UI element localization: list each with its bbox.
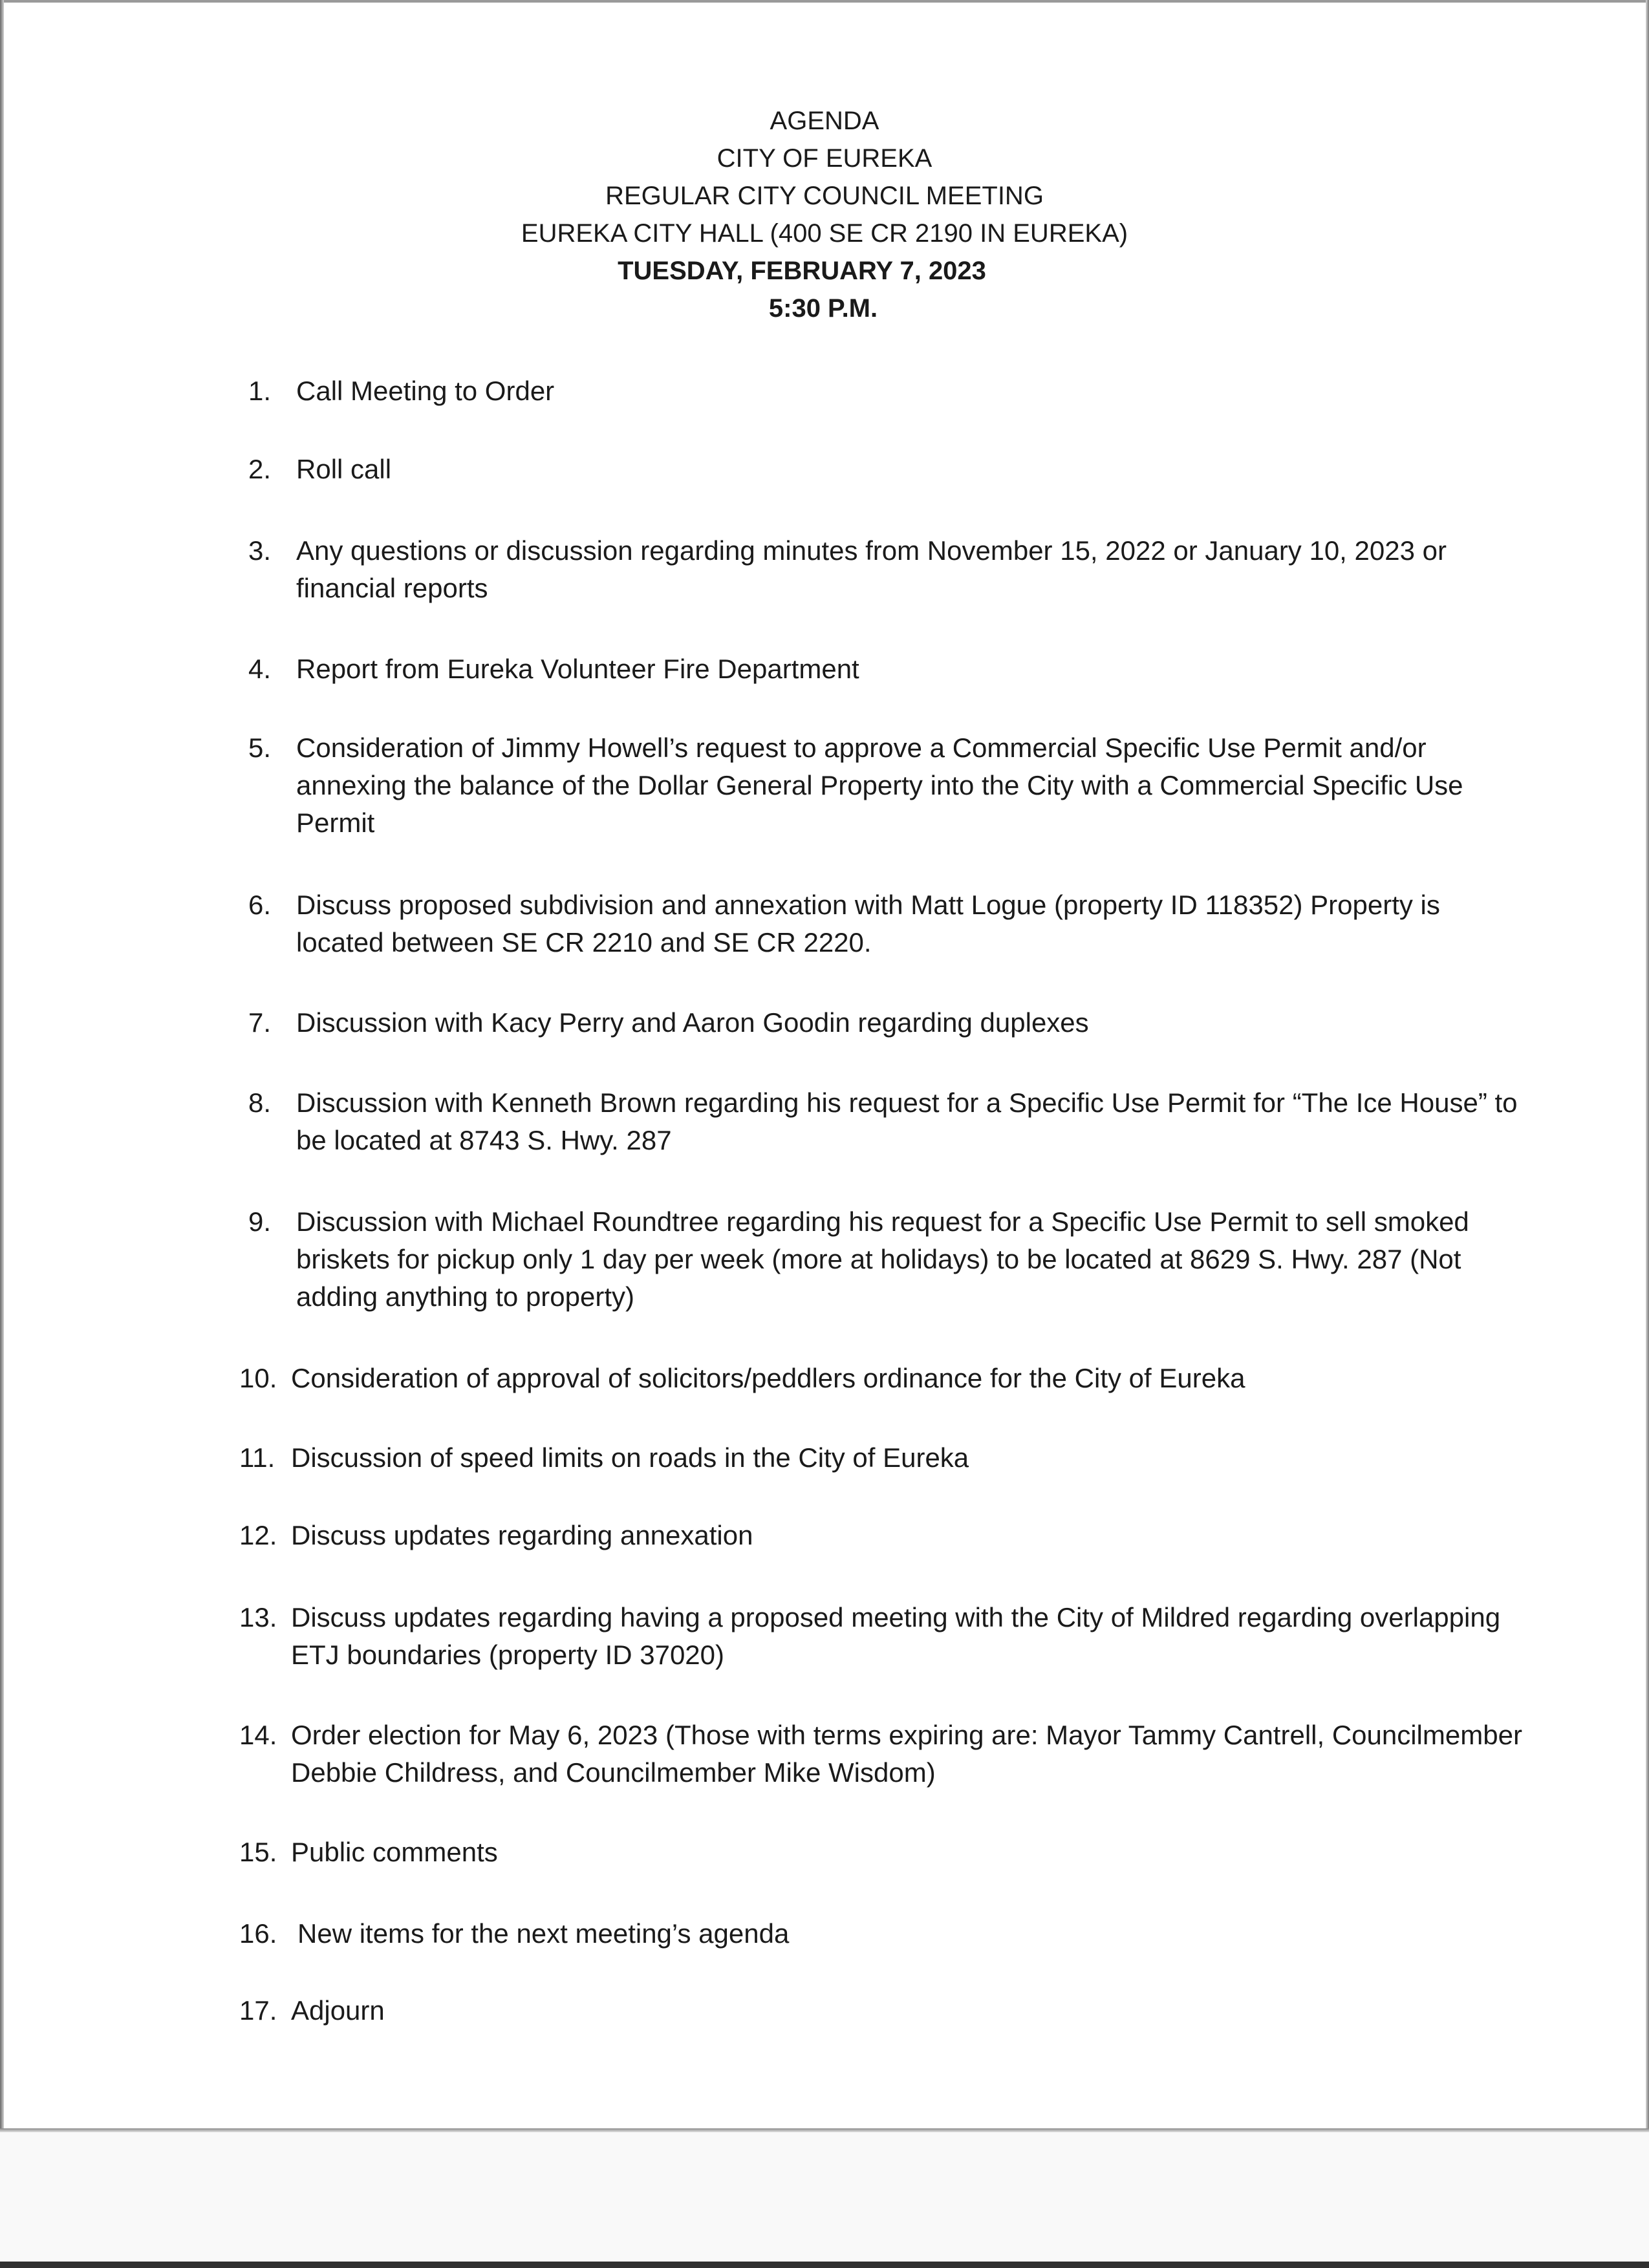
agenda-item xyxy=(239,1517,1526,1554)
agenda-item-number: 7. xyxy=(248,1007,272,1038)
agenda-item-number: 15. xyxy=(239,1837,277,1867)
agenda-item-number: 5. xyxy=(248,733,272,763)
agenda-item-number: 6. xyxy=(248,890,272,920)
agenda-item xyxy=(239,886,1526,961)
agenda-item-number: 9. xyxy=(248,1206,272,1237)
agenda-item-number: 14. xyxy=(239,1720,277,1750)
agenda-item xyxy=(239,1834,1526,1871)
agenda-item-text: Discussion with Kenneth Brown regarding his request for a Specific Use Permit for “The Ice House” to be located at 8743 S. Hwy. 287 xyxy=(296,1087,1518,1155)
agenda-item-text: Consideration of approval of solicitors/peddlers ordinance for the City of Eureka xyxy=(291,1363,1245,1393)
agenda-item-text: Report from Eureka Volunteer Fire Department xyxy=(296,654,859,684)
agenda-item-text: Discussion with Michael Roundtree regarding his request for a Specific Use Permit to sell smoked briskets for pickup only 1 day per week (more at holidays) to be located at 8629 S. Hwy. 287 (Not adding anything to property) xyxy=(296,1206,1469,1312)
agenda-item-number: 2. xyxy=(248,454,272,484)
agenda-item-number: 13. xyxy=(239,1602,277,1632)
agenda-item xyxy=(239,1439,1526,1477)
header-date: TUESDAY, FEBRUARY 7, 2023 xyxy=(618,257,986,285)
agenda-item-number: 3. xyxy=(248,535,272,566)
agenda-item-number: 4. xyxy=(248,654,272,684)
header-location: EUREKA CITY HALL (400 SE CR 2190 IN EUREKA) xyxy=(521,219,1128,248)
agenda-item-number: 8. xyxy=(248,1087,272,1118)
agenda-item xyxy=(239,1203,1526,1316)
agenda-item xyxy=(239,532,1526,607)
agenda-item xyxy=(239,1360,1526,1397)
agenda-item xyxy=(239,1915,1526,1952)
agenda-item-number: 16. xyxy=(239,1918,277,1949)
agenda-item-text: Discuss updates regarding having a proposed meeting with the City of Mildred regarding overlapping ETJ boundaries (property ID 37020) xyxy=(291,1602,1501,1670)
header-city: CITY OF EUREKA xyxy=(717,144,932,173)
agenda-item-number: 12. xyxy=(239,1520,277,1550)
agenda-item xyxy=(239,1599,1526,1674)
header-meeting-type: REGULAR CITY COUNCIL MEETING xyxy=(605,182,1044,210)
agenda-item-text: Order election for May 6, 2023 (Those with terms expiring are: Mayor Tammy Cantrell, Councilmember Debbie Childress, and Councilmember Mike Wisdom) xyxy=(291,1720,1522,1788)
agenda-item-number: 1. xyxy=(248,376,272,406)
agenda-item xyxy=(239,1004,1526,1042)
agenda-item xyxy=(239,1084,1526,1159)
scan-background xyxy=(0,2132,1649,2268)
agenda-item-text: Discussion of speed limits on roads in the City of Eureka xyxy=(291,1442,969,1473)
agenda-item-text: Discuss proposed subdivision and annexation with Matt Logue (property ID 118352) Property is located between SE CR 2210 and SE CR 2220. xyxy=(296,890,1440,957)
agenda-item xyxy=(239,729,1526,842)
header-title: AGENDA xyxy=(770,107,879,135)
agenda-item-number: 11. xyxy=(239,1442,275,1473)
agenda-item-number: 10. xyxy=(239,1363,277,1393)
agenda-item xyxy=(239,1717,1526,1792)
agenda-item-text: Discussion with Kacy Perry and Aaron Goodin regarding duplexes xyxy=(296,1007,1089,1038)
agenda-item-text: Adjourn xyxy=(291,1995,385,2026)
agenda-item-text: Consideration of Jimmy Howell’s request to approve a Commercial Specific Use Permit and/or annexing the balance of the Dollar General Property into the City with a Commercial Specific Use Permit xyxy=(296,733,1463,838)
header-time: 5:30 P.M. xyxy=(768,294,878,323)
agenda-item xyxy=(239,372,1526,410)
scan-border-bottom xyxy=(0,2262,1649,2268)
agenda-item-text: Call Meeting to Order xyxy=(296,376,555,406)
agenda-item-text: Roll call xyxy=(296,454,392,484)
agenda-item-number: 17. xyxy=(239,1995,277,2026)
agenda-item-text: Discuss updates regarding annexation xyxy=(291,1520,753,1550)
agenda-item-text: New items for the next meeting’s agenda xyxy=(297,1918,790,1949)
agenda-item-text: Public comments xyxy=(291,1837,498,1867)
agenda-item xyxy=(239,650,1526,688)
agenda-item-text: Any questions or discussion regarding minutes from November 15, 2022 or January 10, 2023 or financial reports xyxy=(296,535,1447,603)
agenda-item xyxy=(239,1992,1526,2029)
agenda-item xyxy=(239,451,1526,488)
